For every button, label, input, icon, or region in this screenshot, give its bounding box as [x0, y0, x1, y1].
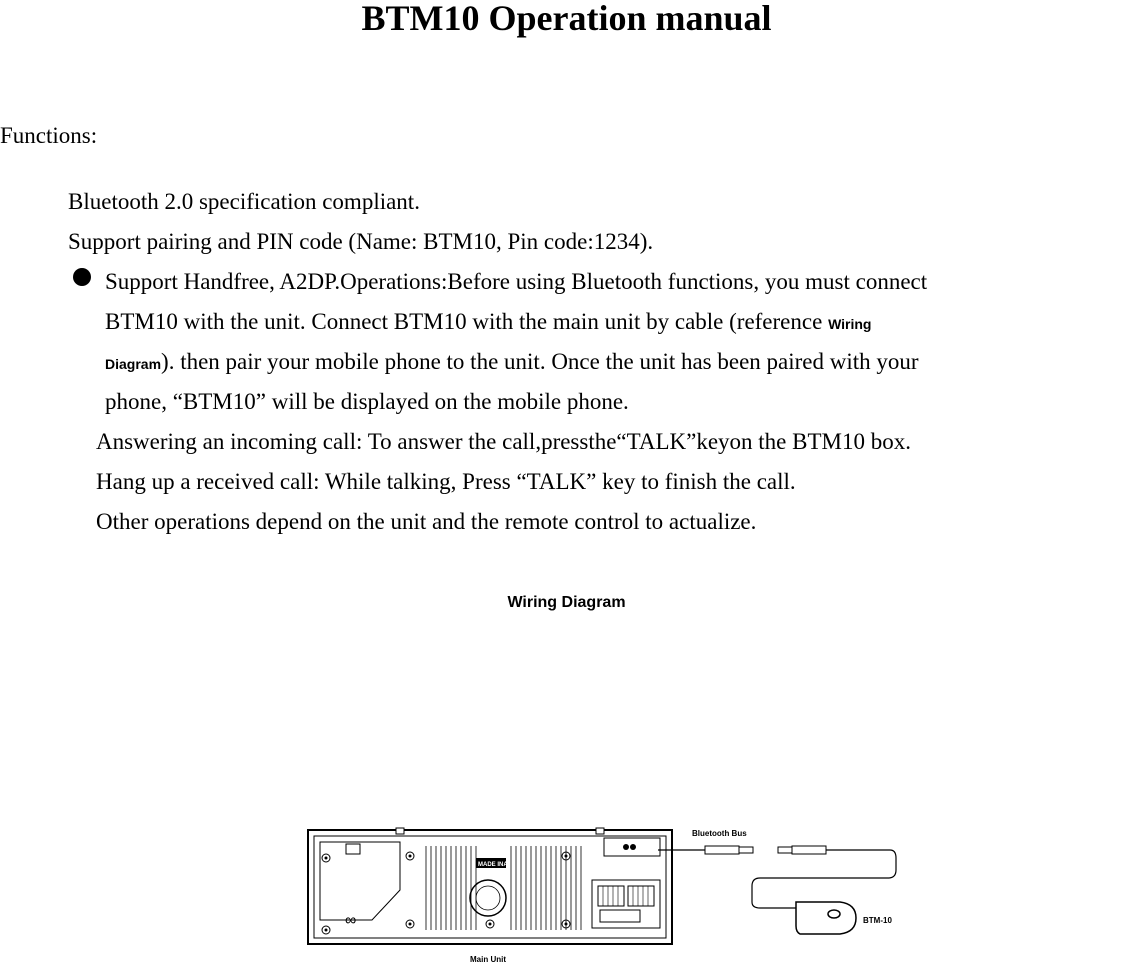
function-line-2: Support pairing and PIN code (Name: BTM10, Pin code:1234).	[68, 229, 654, 254]
page-title: BTM10 Operation manual	[361, 0, 772, 38]
panel-label: MADE INA	[478, 862, 508, 868]
function-line-1: Bluetooth 2.0 specification compliant.	[68, 189, 420, 214]
bullet-line-3-text: ). then pair your mobile phone to the unit. Once the unit has been paired with your	[161, 349, 919, 374]
wiring-diagram-title: Wiring Diagram	[507, 594, 626, 611]
btm10-box-illustration	[796, 902, 856, 934]
bullet-line-2	[105, 302, 871, 344]
bullet-line-3	[105, 342, 919, 384]
bluetooth-bus-label: Bluetooth Bus	[692, 829, 747, 838]
bullet-line-4: phone, “BTM10” will be displayed on the mobile phone.	[105, 389, 629, 414]
wiring-reference: Wiring	[828, 316, 872, 332]
operation-other: Other operations depend on the unit and the remote control to actualize.	[96, 509, 757, 534]
main-unit-illustration	[308, 828, 672, 944]
loop-symbol: ∞	[345, 912, 357, 929]
main-unit-label: Main Unit	[470, 955, 506, 963]
bullet-line-2-text: BTM10 with the unit. Connect BTM10 with the main unit by cable (reference	[105, 309, 829, 334]
bullet-line-1: Support Handfree, A2DP.Operations:Before using Bluetooth functions, you must connect	[105, 269, 928, 294]
wiring-diagram	[300, 820, 910, 963]
btm10-label: BTM-10	[863, 916, 892, 925]
diagram-reference: Diagram	[105, 356, 162, 372]
bullet-dot	[73, 268, 91, 286]
operation-hangup: Hang up a received call: While talking, Press “TALK” key to finish the call.	[96, 469, 796, 494]
bluetooth-bus-cable	[658, 846, 896, 908]
operation-answer: Answering an incoming call: To answer the call,pressthe“TALK”keyon the BTM10 box.	[96, 429, 911, 454]
functions-heading: Functions:	[0, 123, 98, 148]
